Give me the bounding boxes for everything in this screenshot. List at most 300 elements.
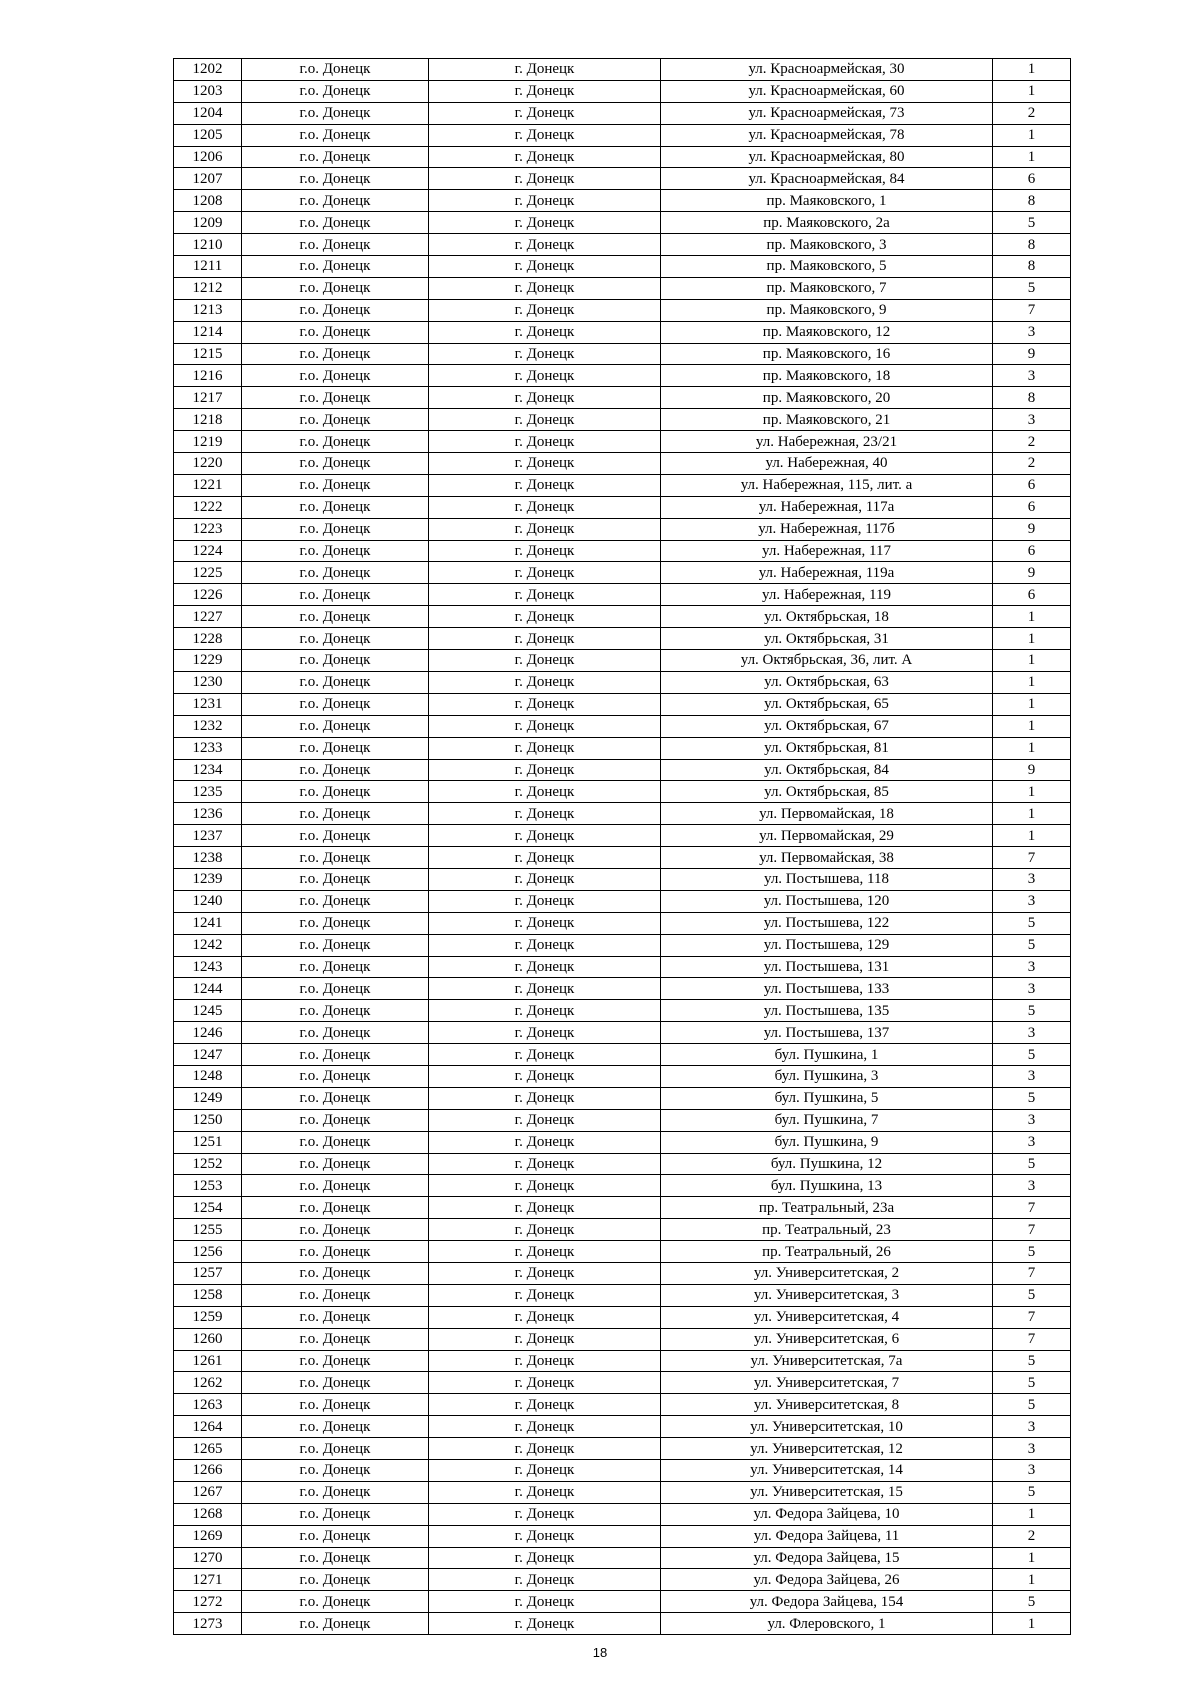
table-row [174, 1460, 1071, 1482]
count-cell: 6 [993, 168, 1071, 190]
table-row [174, 628, 1071, 650]
count-cell: 3 [993, 1460, 1071, 1482]
district-cell: г.о. Донецк [242, 1350, 429, 1372]
count-cell: 5 [993, 934, 1071, 956]
district-cell: г.о. Донецк [242, 847, 429, 869]
address-cell: ул. Федора Зайцева, 154 [661, 1591, 993, 1613]
address-cell: ул. Университетская, 8 [661, 1394, 993, 1416]
city-cell: г. Донецк [429, 1525, 661, 1547]
row-number-cell: 1259 [174, 1306, 242, 1328]
count-cell: 1 [993, 781, 1071, 803]
count-cell: 1 [993, 693, 1071, 715]
table-row [174, 1000, 1071, 1022]
count-cell: 1 [993, 628, 1071, 650]
address-cell: ул. Набережная, 119а [661, 562, 993, 584]
count-cell: 3 [993, 321, 1071, 343]
address-cell: ул. Федора Зайцева, 15 [661, 1547, 993, 1569]
address-cell: пр. Маяковского, 20 [661, 387, 993, 409]
city-cell: г. Донецк [429, 1175, 661, 1197]
address-cell: ул. Красноармейская, 73 [661, 102, 993, 124]
district-cell: г.о. Донецк [242, 256, 429, 278]
count-cell: 8 [993, 234, 1071, 256]
district-cell: г.о. Донецк [242, 1372, 429, 1394]
city-cell: г. Донецк [429, 1591, 661, 1613]
count-cell: 3 [993, 1065, 1071, 1087]
district-cell: г.о. Донецк [242, 1284, 429, 1306]
count-cell: 5 [993, 1481, 1071, 1503]
district-cell: г.о. Донецк [242, 890, 429, 912]
address-cell: ул. Набережная, 117 [661, 540, 993, 562]
city-cell: г. Донецк [429, 102, 661, 124]
table-row [174, 1438, 1071, 1460]
count-cell: 3 [993, 1131, 1071, 1153]
table-row [174, 1197, 1071, 1219]
table-row [174, 102, 1071, 124]
table-row [174, 343, 1071, 365]
count-cell: 1 [993, 80, 1071, 102]
city-cell: г. Донецк [429, 474, 661, 496]
address-cell: ул. Постышева, 129 [661, 934, 993, 956]
city-cell: г. Донецк [429, 737, 661, 759]
city-cell: г. Донецк [429, 1394, 661, 1416]
city-cell: г. Донецк [429, 693, 661, 715]
row-number-cell: 1218 [174, 409, 242, 431]
address-table-body [174, 59, 1071, 1635]
row-number-cell: 1254 [174, 1197, 242, 1219]
count-cell: 5 [993, 1591, 1071, 1613]
city-cell: г. Донецк [429, 1328, 661, 1350]
row-number-cell: 1242 [174, 934, 242, 956]
table-row [174, 212, 1071, 234]
address-cell: пр. Маяковского, 2а [661, 212, 993, 234]
city-cell: г. Донецк [429, 912, 661, 934]
address-cell: ул. Красноармейская, 80 [661, 146, 993, 168]
table-row [174, 168, 1071, 190]
row-number-cell: 1223 [174, 518, 242, 540]
district-cell: г.о. Донецк [242, 1416, 429, 1438]
city-cell: г. Донецк [429, 1219, 661, 1241]
district-cell: г.о. Донецк [242, 1591, 429, 1613]
city-cell: г. Донецк [429, 1569, 661, 1591]
district-cell: г.о. Донецк [242, 1481, 429, 1503]
row-number-cell: 1215 [174, 343, 242, 365]
table-row [174, 474, 1071, 496]
row-number-cell: 1250 [174, 1109, 242, 1131]
table-row [174, 1022, 1071, 1044]
table-row [174, 650, 1071, 672]
table-row [174, 1175, 1071, 1197]
row-number-cell: 1209 [174, 212, 242, 234]
address-cell: бул. Пушкина, 9 [661, 1131, 993, 1153]
address-cell: ул. Постышева, 135 [661, 1000, 993, 1022]
district-cell: г.о. Донецк [242, 606, 429, 628]
city-cell: г. Донецк [429, 168, 661, 190]
city-cell: г. Донецк [429, 1241, 661, 1263]
table-row [174, 715, 1071, 737]
row-number-cell: 1263 [174, 1394, 242, 1416]
district-cell: г.о. Донецк [242, 540, 429, 562]
address-cell: пр. Маяковского, 3 [661, 234, 993, 256]
address-cell: ул. Университетская, 4 [661, 1306, 993, 1328]
row-number-cell: 1255 [174, 1219, 242, 1241]
count-cell: 5 [993, 212, 1071, 234]
table-row [174, 978, 1071, 1000]
city-cell: г. Донецк [429, 1000, 661, 1022]
row-number-cell: 1236 [174, 803, 242, 825]
address-cell: ул. Университетская, 15 [661, 1481, 993, 1503]
table-row [174, 781, 1071, 803]
count-cell: 1 [993, 715, 1071, 737]
count-cell: 5 [993, 1284, 1071, 1306]
address-cell: ул. Университетская, 7 [661, 1372, 993, 1394]
count-cell: 9 [993, 759, 1071, 781]
count-cell: 6 [993, 584, 1071, 606]
district-cell: г.о. Донецк [242, 518, 429, 540]
count-cell: 2 [993, 453, 1071, 475]
city-cell: г. Донецк [429, 387, 661, 409]
row-number-cell: 1247 [174, 1044, 242, 1066]
table-row [174, 1394, 1071, 1416]
count-cell: 3 [993, 978, 1071, 1000]
table-row [174, 693, 1071, 715]
count-cell: 5 [993, 1153, 1071, 1175]
row-number-cell: 1207 [174, 168, 242, 190]
address-cell: ул. Университетская, 6 [661, 1328, 993, 1350]
address-cell: ул. Набережная, 117а [661, 496, 993, 518]
city-cell: г. Донецк [429, 1153, 661, 1175]
city-cell: г. Донецк [429, 234, 661, 256]
district-cell: г.о. Донецк [242, 956, 429, 978]
count-cell: 7 [993, 847, 1071, 869]
count-cell: 7 [993, 1306, 1071, 1328]
address-cell: ул. Красноармейская, 60 [661, 80, 993, 102]
count-cell: 1 [993, 606, 1071, 628]
count-cell: 3 [993, 868, 1071, 890]
city-cell: г. Донецк [429, 1416, 661, 1438]
row-number-cell: 1256 [174, 1241, 242, 1263]
city-cell: г. Донецк [429, 650, 661, 672]
address-cell: ул. Университетская, 2 [661, 1262, 993, 1284]
city-cell: г. Донецк [429, 518, 661, 540]
district-cell: г.о. Донецк [242, 80, 429, 102]
table-row [174, 1372, 1071, 1394]
table-row [174, 1503, 1071, 1525]
city-cell: г. Донецк [429, 1131, 661, 1153]
address-cell: ул. Красноармейская, 84 [661, 168, 993, 190]
table-row [174, 1569, 1071, 1591]
count-cell: 6 [993, 496, 1071, 518]
district-cell: г.о. Донецк [242, 496, 429, 518]
row-number-cell: 1271 [174, 1569, 242, 1591]
table-row [174, 496, 1071, 518]
table-row [174, 737, 1071, 759]
row-number-cell: 1205 [174, 124, 242, 146]
address-cell: ул. Федора Зайцева, 26 [661, 1569, 993, 1591]
district-cell: г.о. Донецк [242, 190, 429, 212]
district-cell: г.о. Донецк [242, 1613, 429, 1635]
district-cell: г.о. Донецк [242, 1153, 429, 1175]
address-cell: ул. Первомайская, 18 [661, 803, 993, 825]
row-number-cell: 1210 [174, 234, 242, 256]
row-number-cell: 1230 [174, 671, 242, 693]
table-row [174, 1241, 1071, 1263]
district-cell: г.о. Донецк [242, 387, 429, 409]
city-cell: г. Донецк [429, 277, 661, 299]
city-cell: г. Донецк [429, 212, 661, 234]
address-cell: пр. Маяковского, 9 [661, 299, 993, 321]
count-cell: 1 [993, 803, 1071, 825]
address-cell: пр. Театральный, 23 [661, 1219, 993, 1241]
address-cell: ул. Октябрьская, 65 [661, 693, 993, 715]
address-cell: ул. Первомайская, 38 [661, 847, 993, 869]
district-cell: г.о. Донецк [242, 1306, 429, 1328]
address-cell: ул. Флеровского, 1 [661, 1613, 993, 1635]
row-number-cell: 1227 [174, 606, 242, 628]
row-number-cell: 1246 [174, 1022, 242, 1044]
city-cell: г. Донецк [429, 1481, 661, 1503]
table-row [174, 1481, 1071, 1503]
address-cell: пр. Маяковского, 12 [661, 321, 993, 343]
district-cell: г.о. Донецк [242, 474, 429, 496]
district-cell: г.о. Донецк [242, 1109, 429, 1131]
count-cell: 5 [993, 1394, 1071, 1416]
city-cell: г. Донецк [429, 1065, 661, 1087]
row-number-cell: 1270 [174, 1547, 242, 1569]
address-cell: пр. Маяковского, 18 [661, 365, 993, 387]
table-row [174, 190, 1071, 212]
city-cell: г. Донецк [429, 868, 661, 890]
row-number-cell: 1240 [174, 890, 242, 912]
city-cell: г. Донецк [429, 1022, 661, 1044]
district-cell: г.о. Донецк [242, 825, 429, 847]
city-cell: г. Донецк [429, 606, 661, 628]
count-cell: 5 [993, 277, 1071, 299]
district-cell: г.о. Донецк [242, 277, 429, 299]
count-cell: 7 [993, 299, 1071, 321]
city-cell: г. Донецк [429, 1460, 661, 1482]
city-cell: г. Донецк [429, 256, 661, 278]
row-number-cell: 1268 [174, 1503, 242, 1525]
row-number-cell: 1257 [174, 1262, 242, 1284]
table-row [174, 518, 1071, 540]
district-cell: г.о. Донецк [242, 321, 429, 343]
count-cell: 1 [993, 1503, 1071, 1525]
table-row [174, 584, 1071, 606]
district-cell: г.о. Донецк [242, 1087, 429, 1109]
row-number-cell: 1241 [174, 912, 242, 934]
address-cell: пр. Маяковского, 21 [661, 409, 993, 431]
count-cell: 5 [993, 912, 1071, 934]
city-cell: г. Донецк [429, 1262, 661, 1284]
table-row [174, 606, 1071, 628]
table-row [174, 365, 1071, 387]
address-cell: ул. Первомайская, 29 [661, 825, 993, 847]
address-cell: ул. Октябрьская, 81 [661, 737, 993, 759]
row-number-cell: 1217 [174, 387, 242, 409]
count-cell: 9 [993, 518, 1071, 540]
address-cell: ул. Октябрьская, 85 [661, 781, 993, 803]
table-row [174, 431, 1071, 453]
district-cell: г.о. Донецк [242, 562, 429, 584]
district-cell: г.о. Донецк [242, 912, 429, 934]
row-number-cell: 1272 [174, 1591, 242, 1613]
district-cell: г.о. Донецк [242, 168, 429, 190]
address-cell: бул. Пушкина, 1 [661, 1044, 993, 1066]
city-cell: г. Донецк [429, 321, 661, 343]
row-number-cell: 1251 [174, 1131, 242, 1153]
table-row [174, 321, 1071, 343]
district-cell: г.о. Донецк [242, 365, 429, 387]
table-row [174, 759, 1071, 781]
count-cell: 7 [993, 1262, 1071, 1284]
address-cell: ул. Постышева, 118 [661, 868, 993, 890]
address-cell: пр. Маяковского, 16 [661, 343, 993, 365]
city-cell: г. Донецк [429, 628, 661, 650]
city-cell: г. Донецк [429, 759, 661, 781]
row-number-cell: 1231 [174, 693, 242, 715]
table-row [174, 1306, 1071, 1328]
row-number-cell: 1206 [174, 146, 242, 168]
table-row [174, 146, 1071, 168]
city-cell: г. Донецк [429, 978, 661, 1000]
district-cell: г.о. Донецк [242, 102, 429, 124]
address-cell: ул. Федора Зайцева, 11 [661, 1525, 993, 1547]
row-number-cell: 1232 [174, 715, 242, 737]
count-cell: 6 [993, 540, 1071, 562]
table-row [174, 1416, 1071, 1438]
district-cell: г.о. Донецк [242, 671, 429, 693]
city-cell: г. Донецк [429, 409, 661, 431]
address-cell: ул. Набережная, 40 [661, 453, 993, 475]
count-cell: 9 [993, 343, 1071, 365]
district-cell: г.о. Донецк [242, 934, 429, 956]
row-number-cell: 1204 [174, 102, 242, 124]
row-number-cell: 1235 [174, 781, 242, 803]
address-cell: бул. Пушкина, 3 [661, 1065, 993, 1087]
row-number-cell: 1203 [174, 80, 242, 102]
table-row [174, 59, 1071, 81]
address-cell: ул. Октябрьская, 18 [661, 606, 993, 628]
table-row [174, 80, 1071, 102]
row-number-cell: 1234 [174, 759, 242, 781]
city-cell: г. Донецк [429, 190, 661, 212]
count-cell: 3 [993, 409, 1071, 431]
city-cell: г. Донецк [429, 934, 661, 956]
count-cell: 3 [993, 890, 1071, 912]
count-cell: 1 [993, 1547, 1071, 1569]
row-number-cell: 1225 [174, 562, 242, 584]
address-cell: ул. Постышева, 137 [661, 1022, 993, 1044]
district-cell: г.о. Донецк [242, 1438, 429, 1460]
table-row [174, 540, 1071, 562]
city-cell: г. Донецк [429, 453, 661, 475]
district-cell: г.о. Донецк [242, 59, 429, 81]
address-cell: ул. Постышева, 122 [661, 912, 993, 934]
city-cell: г. Донецк [429, 496, 661, 518]
row-number-cell: 1228 [174, 628, 242, 650]
district-cell: г.о. Донецк [242, 453, 429, 475]
city-cell: г. Донецк [429, 847, 661, 869]
district-cell: г.о. Донецк [242, 868, 429, 890]
district-cell: г.о. Донецк [242, 124, 429, 146]
table-row [174, 409, 1071, 431]
address-cell: бул. Пушкина, 7 [661, 1109, 993, 1131]
row-number-cell: 1243 [174, 956, 242, 978]
city-cell: г. Донецк [429, 1197, 661, 1219]
district-cell: г.о. Донецк [242, 1460, 429, 1482]
table-row [174, 1525, 1071, 1547]
row-number-cell: 1219 [174, 431, 242, 453]
row-number-cell: 1222 [174, 496, 242, 518]
page-number: 18 [592, 1645, 608, 1660]
district-cell: г.о. Донецк [242, 1547, 429, 1569]
table-row [174, 1547, 1071, 1569]
count-cell: 3 [993, 1022, 1071, 1044]
table-row [174, 234, 1071, 256]
district-cell: г.о. Донецк [242, 1219, 429, 1241]
count-cell: 8 [993, 190, 1071, 212]
row-number-cell: 1213 [174, 299, 242, 321]
address-cell: ул. Университетская, 14 [661, 1460, 993, 1482]
city-cell: г. Донецк [429, 343, 661, 365]
count-cell: 6 [993, 474, 1071, 496]
table-row [174, 1153, 1071, 1175]
row-number-cell: 1202 [174, 59, 242, 81]
city-cell: г. Донецк [429, 1547, 661, 1569]
count-cell: 5 [993, 1241, 1071, 1263]
count-cell: 5 [993, 1350, 1071, 1372]
city-cell: г. Донецк [429, 431, 661, 453]
district-cell: г.о. Донецк [242, 1328, 429, 1350]
table-row [174, 912, 1071, 934]
city-cell: г. Донецк [429, 1613, 661, 1635]
district-cell: г.о. Донецк [242, 431, 429, 453]
table-row [174, 387, 1071, 409]
count-cell: 1 [993, 124, 1071, 146]
row-number-cell: 1214 [174, 321, 242, 343]
table-row [174, 1131, 1071, 1153]
row-number-cell: 1216 [174, 365, 242, 387]
city-cell: г. Донецк [429, 671, 661, 693]
row-number-cell: 1267 [174, 1481, 242, 1503]
address-cell: ул. Октябрьская, 67 [661, 715, 993, 737]
count-cell: 5 [993, 1000, 1071, 1022]
count-cell: 3 [993, 365, 1071, 387]
district-cell: г.о. Донецк [242, 584, 429, 606]
address-cell: ул. Постышева, 120 [661, 890, 993, 912]
city-cell: г. Донецк [429, 80, 661, 102]
table-row [174, 453, 1071, 475]
district-cell: г.о. Донецк [242, 1022, 429, 1044]
table-row [174, 1262, 1071, 1284]
row-number-cell: 1221 [174, 474, 242, 496]
row-number-cell: 1239 [174, 868, 242, 890]
row-number-cell: 1258 [174, 1284, 242, 1306]
address-cell: ул. Университетская, 10 [661, 1416, 993, 1438]
row-number-cell: 1244 [174, 978, 242, 1000]
table-row [174, 1284, 1071, 1306]
count-cell: 3 [993, 1175, 1071, 1197]
address-cell: ул. Постышева, 133 [661, 978, 993, 1000]
count-cell: 1 [993, 671, 1071, 693]
table-row [174, 1109, 1071, 1131]
address-cell: бул. Пушкина, 12 [661, 1153, 993, 1175]
city-cell: г. Донецк [429, 1350, 661, 1372]
address-cell: ул. Постышева, 131 [661, 956, 993, 978]
address-cell: ул. Университетская, 12 [661, 1438, 993, 1460]
city-cell: г. Донецк [429, 1306, 661, 1328]
city-cell: г. Донецк [429, 1284, 661, 1306]
